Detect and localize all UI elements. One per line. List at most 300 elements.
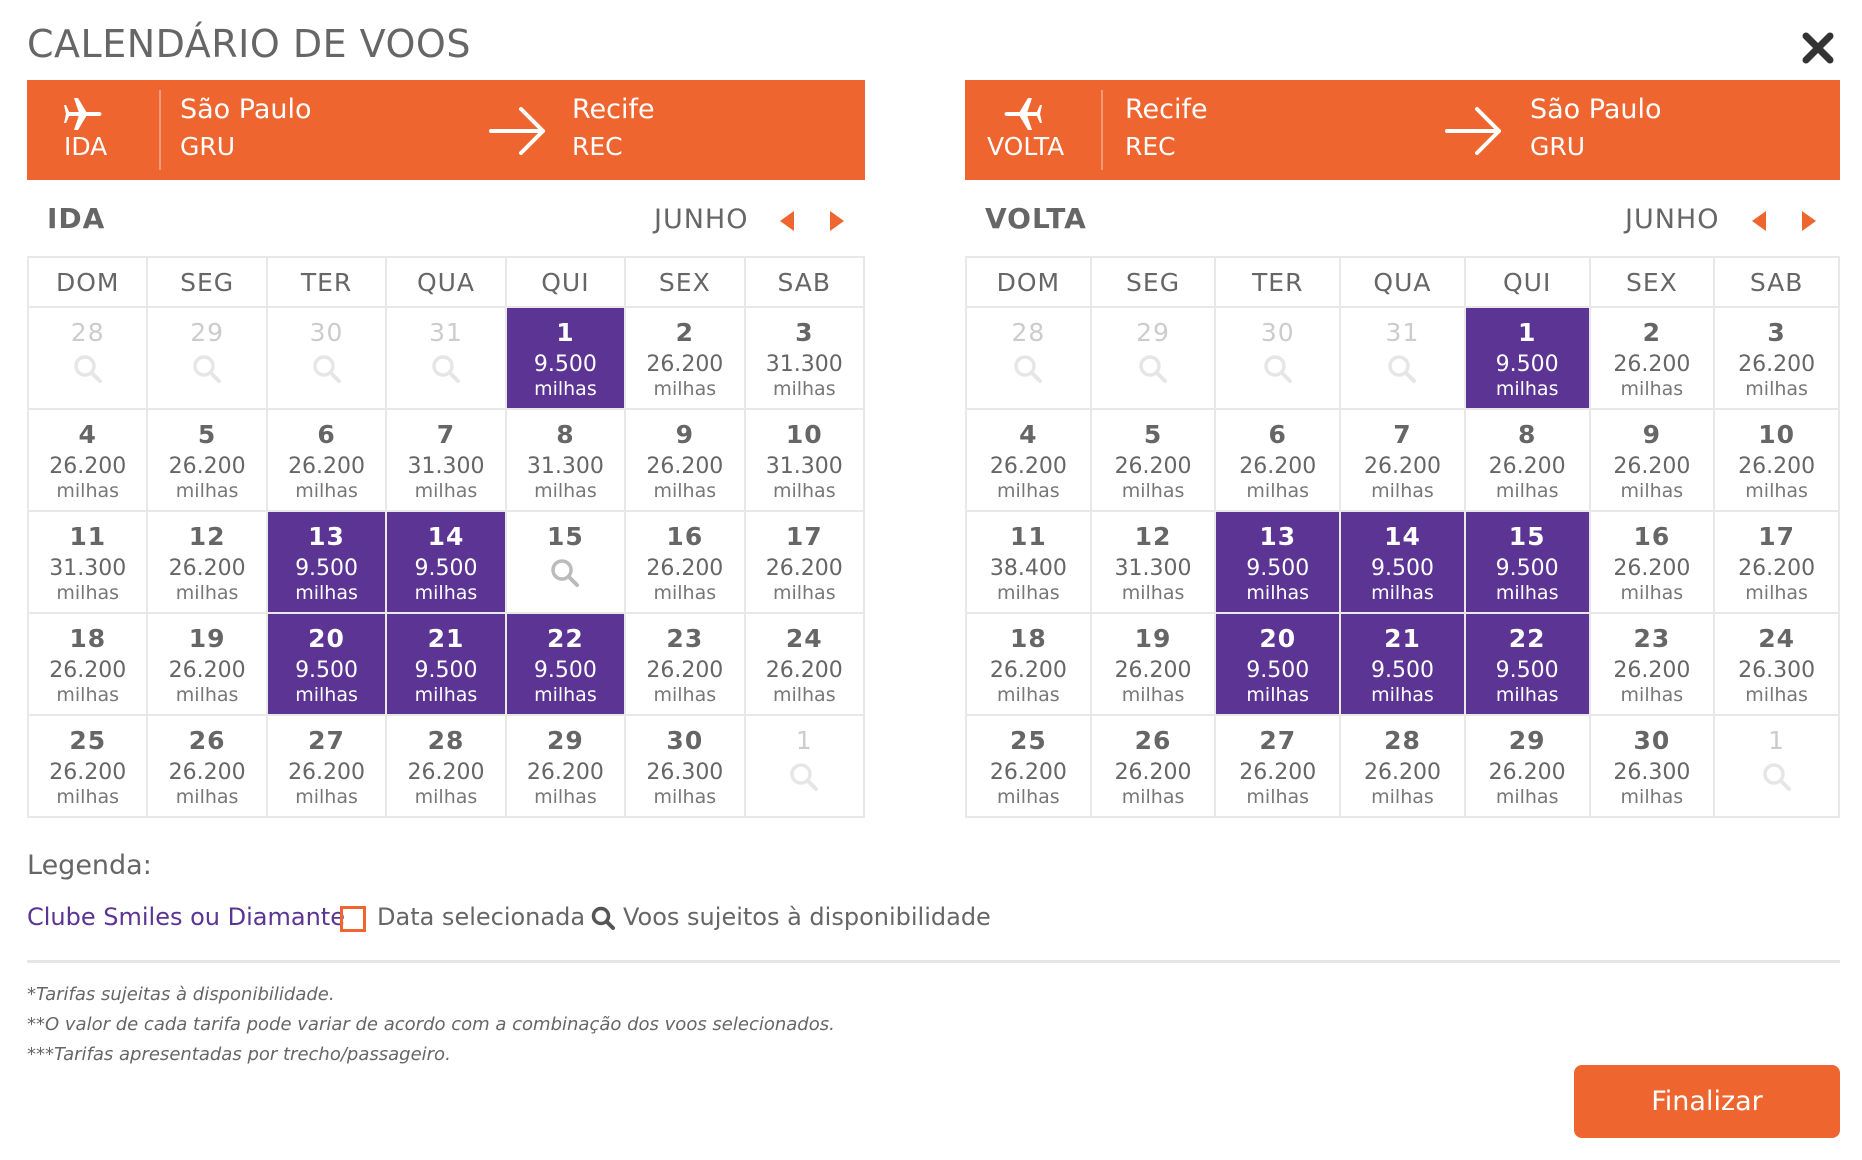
miles-value: 26.200 xyxy=(646,658,724,683)
day-number: 27 xyxy=(308,726,345,755)
selected-date-swatch xyxy=(340,906,366,932)
miles-value: 26.200 xyxy=(168,760,246,785)
day-cell[interactable] xyxy=(1340,511,1465,613)
direction-label: IDA xyxy=(64,132,108,161)
calendar-week-row xyxy=(966,409,1839,511)
miles-unit: milhas xyxy=(1495,582,1559,604)
day-cell[interactable] xyxy=(267,715,386,817)
miles-unit: milhas xyxy=(1246,786,1310,808)
day-cell xyxy=(28,307,147,409)
day-cell[interactable] xyxy=(1590,511,1715,613)
day-number: 3 xyxy=(1767,318,1786,347)
day-cell[interactable] xyxy=(1340,409,1465,511)
next-month-icon[interactable] xyxy=(826,210,846,232)
day-cell[interactable] xyxy=(1215,409,1340,511)
route-divider xyxy=(1101,90,1103,170)
day-number: 23 xyxy=(666,624,704,653)
day-number: 30 xyxy=(309,318,344,347)
miles-value: 26.200 xyxy=(646,352,724,377)
miles-value: 26.300 xyxy=(646,760,724,785)
day-number: 24 xyxy=(785,624,823,653)
calendar-week-row xyxy=(28,307,864,409)
day-cell[interactable] xyxy=(28,613,147,715)
miles-value: 26.200 xyxy=(49,454,127,479)
day-cell[interactable] xyxy=(1590,307,1715,409)
day-cell[interactable] xyxy=(745,511,864,613)
day-number: 9 xyxy=(675,420,695,449)
day-number: 2 xyxy=(1642,318,1662,347)
miles-unit: milhas xyxy=(175,582,239,604)
day-cell[interactable] xyxy=(1590,409,1715,511)
route-divider xyxy=(159,90,161,170)
miles-unit: milhas xyxy=(1620,480,1684,502)
miles-value: 26.200 xyxy=(49,658,127,683)
weekday-label: QUI xyxy=(1465,257,1590,307)
day-number: 15 xyxy=(547,522,584,551)
page-title: CALENDÁRIO DE VOOS xyxy=(27,22,471,66)
legend-availability: Voos sujeitos à disponibilidade xyxy=(623,903,991,931)
miles-value: 26.200 xyxy=(1363,454,1441,479)
miles-value: 9.500 xyxy=(1495,352,1559,377)
month-label: JUNHO xyxy=(1625,204,1720,235)
miles-value: 31.300 xyxy=(765,454,843,479)
miles-unit: milhas xyxy=(1745,582,1808,604)
day-number: 20 xyxy=(308,624,345,653)
day-cell[interactable] xyxy=(625,409,744,511)
next-month-icon[interactable] xyxy=(1798,210,1818,232)
day-number: 1 xyxy=(1517,318,1537,347)
weekday-label: SEG xyxy=(147,257,266,307)
day-number: 1 xyxy=(1768,726,1786,755)
search-icon xyxy=(430,353,462,385)
close-icon[interactable] xyxy=(1800,30,1836,66)
day-cell[interactable] xyxy=(745,409,864,511)
day-cell xyxy=(1091,307,1216,409)
miles-value: 26.200 xyxy=(288,454,366,479)
day-cell[interactable] xyxy=(1714,511,1839,613)
fare-notes xyxy=(27,980,835,1070)
day-number: 30 xyxy=(666,726,704,755)
legend-title: Legenda: xyxy=(27,850,152,881)
miles-value: 26.200 xyxy=(1613,556,1691,581)
miles-unit: milhas xyxy=(414,684,478,706)
day-number: 21 xyxy=(1384,624,1421,653)
miles-unit: milhas xyxy=(1495,786,1559,808)
day-number: 4 xyxy=(78,420,97,449)
day-number: 29 xyxy=(1136,318,1170,347)
day-number: 10 xyxy=(1758,420,1795,449)
day-cell[interactable] xyxy=(1590,715,1715,817)
day-number: 26 xyxy=(1134,726,1172,755)
search-icon xyxy=(311,353,343,385)
weekday-label: QUA xyxy=(386,257,505,307)
miles-unit: milhas xyxy=(295,582,358,604)
day-number: 11 xyxy=(1009,522,1047,551)
month-label: JUNHO xyxy=(654,204,749,235)
day-cell[interactable] xyxy=(386,715,505,817)
day-cell[interactable] xyxy=(1215,613,1340,715)
fare-note: **O valor de cada tarifa pode variar de acordo com a combinação dos voos selecionados. xyxy=(27,1014,835,1035)
day-number: 28 xyxy=(1011,318,1046,347)
day-number: 6 xyxy=(1268,420,1287,449)
day-cell[interactable] xyxy=(28,715,147,817)
day-number: 30 xyxy=(1260,318,1295,347)
miles-value: 9.500 xyxy=(1370,658,1434,683)
day-number: 25 xyxy=(69,726,107,755)
calendar-grid-ida xyxy=(27,256,865,818)
day-number: 25 xyxy=(1009,726,1047,755)
day-number: 16 xyxy=(1633,522,1671,551)
day-number: 1 xyxy=(556,318,575,347)
day-cell[interactable] xyxy=(1714,613,1839,715)
miles-value: 26.200 xyxy=(526,760,604,785)
day-number: 28 xyxy=(1384,726,1421,755)
weekday-label: SAB xyxy=(745,257,864,307)
prev-month-icon[interactable] xyxy=(1750,210,1770,232)
miles-unit: milhas xyxy=(653,480,717,502)
miles-unit: milhas xyxy=(1371,582,1434,604)
day-cell[interactable] xyxy=(625,613,744,715)
day-cell[interactable] xyxy=(1465,715,1590,817)
calendar-label: IDA xyxy=(47,202,106,235)
miles-value: 26.200 xyxy=(765,658,843,683)
day-cell[interactable] xyxy=(1340,613,1465,715)
day-number: 6 xyxy=(317,420,336,449)
day-cell[interactable] xyxy=(28,511,147,613)
miles-unit: milhas xyxy=(1121,786,1185,808)
destination-code: REC xyxy=(572,132,623,161)
day-cell[interactable] xyxy=(966,613,1091,715)
finalize-button[interactable]: Finalizar xyxy=(1574,1065,1840,1138)
miles-value: 26.200 xyxy=(1738,454,1816,479)
weekday-label: DOM xyxy=(966,257,1091,307)
day-cell[interactable] xyxy=(745,307,864,409)
miles-value: 26.200 xyxy=(1114,454,1192,479)
miles-unit: milhas xyxy=(1620,582,1684,604)
day-number: 29 xyxy=(190,318,225,347)
miles-unit: milhas xyxy=(1495,378,1559,400)
route-banner-volta xyxy=(965,80,1840,180)
day-cell[interactable] xyxy=(1091,409,1216,511)
miles-value: 26.200 xyxy=(168,454,246,479)
calendar-grid-volta xyxy=(965,256,1840,818)
day-number: 5 xyxy=(1143,420,1163,449)
miles-unit: milhas xyxy=(534,684,597,706)
day-number: 21 xyxy=(427,624,465,653)
day-number: 10 xyxy=(785,420,823,449)
miles-value: 9.500 xyxy=(1495,556,1559,581)
day-cell xyxy=(267,307,386,409)
miles-value: 26.300 xyxy=(1613,760,1691,785)
calendar-subheader xyxy=(27,180,865,256)
origin-city: Recife xyxy=(1125,94,1208,125)
day-number: 4 xyxy=(1019,420,1038,449)
day-number: 18 xyxy=(1009,624,1047,653)
day-number: 17 xyxy=(1758,522,1795,551)
miles-value: 9.500 xyxy=(295,658,359,683)
miles-value: 9.500 xyxy=(1495,658,1559,683)
miles-value: 26.200 xyxy=(1488,760,1566,785)
day-cell[interactable] xyxy=(625,307,744,409)
volta-panel xyxy=(965,80,1840,818)
miles-unit: milhas xyxy=(414,786,478,808)
origin-code: REC xyxy=(1125,132,1176,161)
calendar-week-row xyxy=(28,715,864,817)
day-cell[interactable] xyxy=(1590,613,1715,715)
day-number: 28 xyxy=(427,726,465,755)
miles-value: 26.200 xyxy=(49,760,127,785)
miles-value: 26.200 xyxy=(168,658,246,683)
miles-value: 26.200 xyxy=(989,760,1067,785)
day-cell[interactable] xyxy=(966,715,1091,817)
day-number: 19 xyxy=(188,624,226,653)
route-banner-ida xyxy=(27,80,865,180)
miles-unit: milhas xyxy=(997,582,1060,604)
day-number: 14 xyxy=(427,522,465,551)
day-cell xyxy=(1215,307,1340,409)
weekday-label: SEX xyxy=(1590,257,1715,307)
miles-unit: milhas xyxy=(1745,480,1808,502)
miles-unit: milhas xyxy=(414,480,478,502)
miles-value: 26.200 xyxy=(1738,352,1816,377)
day-cell[interactable] xyxy=(1215,511,1340,613)
day-number: 5 xyxy=(197,420,217,449)
miles-unit: milhas xyxy=(175,684,239,706)
miles-unit: milhas xyxy=(653,786,717,808)
miles-value: 26.200 xyxy=(989,658,1067,683)
miles-value: 9.500 xyxy=(295,556,359,581)
day-number: 8 xyxy=(556,420,575,449)
miles-value: 31.300 xyxy=(765,352,843,377)
day-number: 26 xyxy=(188,726,226,755)
miles-value: 26.200 xyxy=(1114,760,1192,785)
day-number: 1 xyxy=(795,726,813,755)
miles-unit: milhas xyxy=(1246,480,1310,502)
miles-value: 9.500 xyxy=(414,658,478,683)
destination-city: São Paulo xyxy=(1530,94,1662,125)
miles-value: 9.500 xyxy=(533,352,597,377)
miles-unit: milhas xyxy=(1745,684,1808,706)
day-cell[interactable] xyxy=(386,613,505,715)
miles-value: 9.500 xyxy=(1246,556,1310,581)
day-cell[interactable] xyxy=(147,613,266,715)
day-number: 22 xyxy=(547,624,584,653)
day-number: 9 xyxy=(1642,420,1662,449)
fare-note: ***Tarifas apresentadas por trecho/passageiro. xyxy=(27,1044,451,1065)
day-cell[interactable] xyxy=(267,613,386,715)
day-cell xyxy=(745,715,864,817)
miles-value: 26.200 xyxy=(1738,556,1816,581)
calendar-label: VOLTA xyxy=(985,202,1087,235)
day-number: 7 xyxy=(1393,420,1412,449)
search-icon xyxy=(788,761,820,793)
miles-unit: milhas xyxy=(1620,378,1684,400)
miles-unit: milhas xyxy=(997,480,1060,502)
day-number: 24 xyxy=(1758,624,1795,653)
weekday-label: TER xyxy=(1215,257,1340,307)
day-number: 19 xyxy=(1134,624,1172,653)
day-cell[interactable] xyxy=(966,409,1091,511)
calendar-week-row xyxy=(28,409,864,511)
day-cell xyxy=(147,307,266,409)
day-cell[interactable] xyxy=(267,511,386,613)
calendar-week-row xyxy=(966,307,1839,409)
day-cell[interactable] xyxy=(1215,715,1340,817)
day-cell[interactable] xyxy=(1091,511,1216,613)
day-cell[interactable] xyxy=(625,511,744,613)
day-cell[interactable] xyxy=(147,511,266,613)
miles-unit: milhas xyxy=(56,480,120,502)
miles-unit: milhas xyxy=(772,480,836,502)
prev-month-icon[interactable] xyxy=(778,210,798,232)
calendar-week-row xyxy=(28,511,864,613)
weekday-label: QUA xyxy=(1340,257,1465,307)
day-cell[interactable] xyxy=(1091,613,1216,715)
day-number: 23 xyxy=(1633,624,1671,653)
calendar-week-row xyxy=(966,715,1839,817)
day-cell[interactable] xyxy=(1091,715,1216,817)
miles-unit: milhas xyxy=(653,378,717,400)
weekday-header xyxy=(28,257,864,307)
miles-unit: milhas xyxy=(1371,786,1434,808)
miles-unit: milhas xyxy=(772,378,836,400)
day-number: 14 xyxy=(1384,522,1421,551)
day-cell[interactable] xyxy=(506,715,625,817)
miles-value: 31.300 xyxy=(407,454,485,479)
plane-return-icon xyxy=(1003,94,1043,134)
day-cell[interactable] xyxy=(28,409,147,511)
miles-unit: milhas xyxy=(56,684,120,706)
origin-city: São Paulo xyxy=(180,94,312,125)
miles-unit: milhas xyxy=(295,480,358,502)
day-cell[interactable] xyxy=(625,715,744,817)
arrow-right-icon xyxy=(1443,100,1505,162)
destination-city: Recife xyxy=(572,94,655,125)
miles-unit: milhas xyxy=(1371,480,1434,502)
day-number: 15 xyxy=(1508,522,1546,551)
arrow-right-icon xyxy=(487,100,549,162)
day-number: 7 xyxy=(436,420,456,449)
miles-unit: milhas xyxy=(1121,480,1185,502)
day-cell[interactable] xyxy=(506,613,625,715)
miles-value: 9.500 xyxy=(533,658,597,683)
miles-value: 26.200 xyxy=(765,556,843,581)
day-cell[interactable] xyxy=(506,511,625,613)
miles-value: 31.300 xyxy=(49,556,127,581)
miles-value: 38.400 xyxy=(989,556,1067,581)
miles-unit: milhas xyxy=(414,582,478,604)
search-icon xyxy=(549,557,581,589)
day-number: 30 xyxy=(1633,726,1671,755)
miles-unit: milhas xyxy=(295,786,358,808)
search-icon xyxy=(1137,353,1169,385)
miles-unit: milhas xyxy=(534,378,597,400)
miles-unit: milhas xyxy=(772,582,836,604)
day-number: 27 xyxy=(1259,726,1297,755)
weekday-label: SEG xyxy=(1091,257,1216,307)
destination-code: GRU xyxy=(1530,132,1586,161)
day-number: 13 xyxy=(1259,522,1297,551)
miles-unit: milhas xyxy=(1620,684,1684,706)
day-number: 17 xyxy=(785,522,823,551)
miles-value: 26.200 xyxy=(646,556,724,581)
day-cell[interactable] xyxy=(506,307,625,409)
day-cell[interactable] xyxy=(1714,307,1839,409)
legend-clube-smiles: Clube Smiles ou Diamante xyxy=(27,903,345,931)
miles-value: 26.200 xyxy=(1613,352,1691,377)
day-cell[interactable] xyxy=(267,409,386,511)
day-cell[interactable] xyxy=(745,613,864,715)
day-number: 31 xyxy=(429,318,463,347)
miles-value: 26.200 xyxy=(646,454,724,479)
fare-note: *Tarifas sujeitas à disponibilidade. xyxy=(27,984,335,1005)
day-number: 20 xyxy=(1259,624,1297,653)
day-cell[interactable] xyxy=(1465,511,1590,613)
calendar-week-row xyxy=(966,511,1839,613)
miles-value: 26.200 xyxy=(1613,658,1691,683)
day-number: 29 xyxy=(1508,726,1546,755)
day-cell[interactable] xyxy=(1714,409,1839,511)
day-cell[interactable] xyxy=(966,511,1091,613)
day-cell[interactable] xyxy=(506,409,625,511)
miles-value: 26.200 xyxy=(1114,658,1192,683)
day-cell[interactable] xyxy=(386,511,505,613)
miles-value: 26.200 xyxy=(989,454,1067,479)
legend-selected-date: Data selecionada xyxy=(377,903,586,931)
day-number: 31 xyxy=(1385,318,1420,347)
plane-departure-icon xyxy=(63,94,103,134)
miles-value: 26.200 xyxy=(168,556,246,581)
day-cell[interactable] xyxy=(1465,307,1590,409)
day-number: 16 xyxy=(666,522,704,551)
miles-value: 26.200 xyxy=(1613,454,1691,479)
miles-value: 26.200 xyxy=(1363,760,1441,785)
miles-unit: milhas xyxy=(1745,378,1808,400)
miles-value: 26.200 xyxy=(1239,760,1317,785)
day-cell[interactable] xyxy=(1465,409,1590,511)
day-cell[interactable] xyxy=(1340,715,1465,817)
day-number: 12 xyxy=(188,522,226,551)
day-cell[interactable] xyxy=(1465,613,1590,715)
search-icon xyxy=(1386,353,1418,385)
day-number: 3 xyxy=(795,318,814,347)
miles-unit: milhas xyxy=(1246,582,1310,604)
miles-unit: milhas xyxy=(997,786,1060,808)
miles-value: 9.500 xyxy=(414,556,478,581)
weekday-header xyxy=(966,257,1839,307)
day-cell[interactable] xyxy=(147,409,266,511)
day-cell xyxy=(1714,715,1839,817)
miles-unit: milhas xyxy=(1495,480,1559,502)
day-cell xyxy=(966,307,1091,409)
day-number: 2 xyxy=(675,318,695,347)
day-number: 13 xyxy=(308,522,345,551)
search-icon xyxy=(191,353,223,385)
miles-unit: milhas xyxy=(997,684,1060,706)
miles-value: 26.200 xyxy=(1239,454,1317,479)
day-cell[interactable] xyxy=(147,715,266,817)
day-cell xyxy=(1340,307,1465,409)
miles-unit: milhas xyxy=(534,786,597,808)
miles-unit: milhas xyxy=(1121,684,1185,706)
day-cell xyxy=(386,307,505,409)
day-number: 11 xyxy=(69,522,107,551)
day-cell[interactable] xyxy=(386,409,505,511)
miles-unit: milhas xyxy=(1620,786,1684,808)
calendar-subheader xyxy=(965,180,1840,256)
ida-panel xyxy=(27,80,865,818)
day-number: 12 xyxy=(1134,522,1172,551)
